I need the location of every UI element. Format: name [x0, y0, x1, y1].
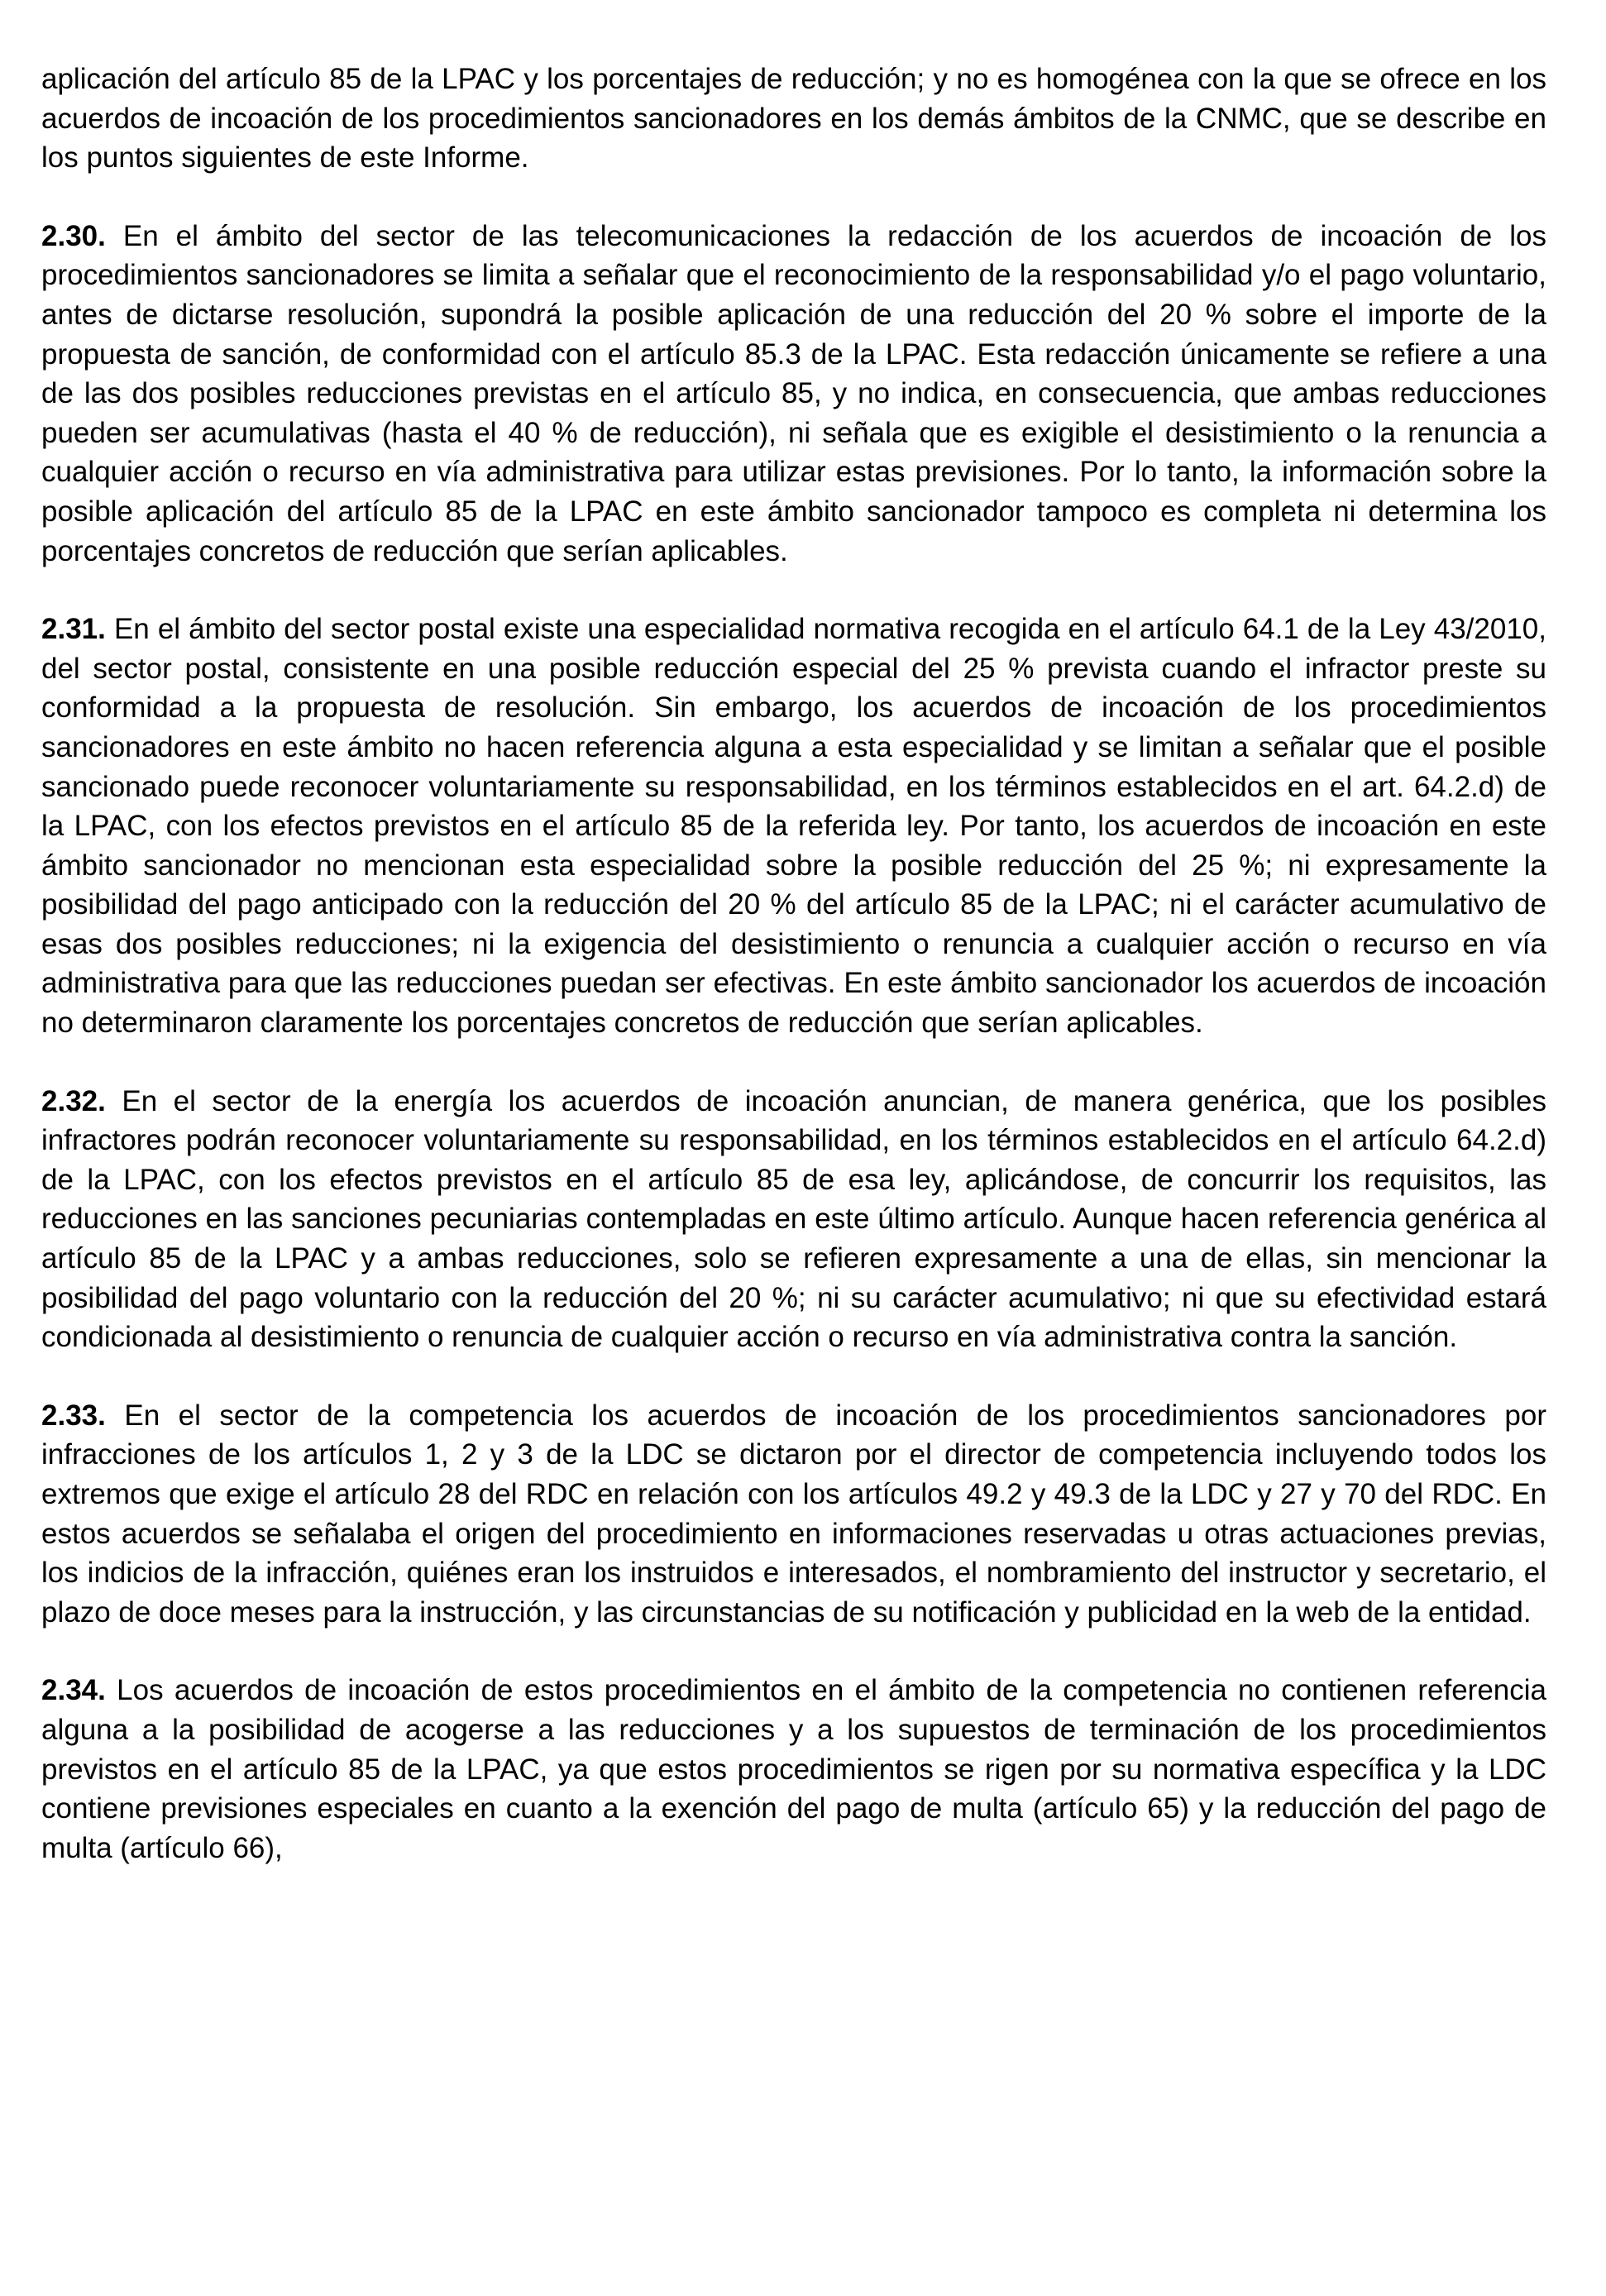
paragraph-number: 2.33.: [41, 1399, 106, 1432]
paragraph-text: En el sector de la energía los acuerdos de incoación anuncian, de manera genérica, que los posibles infractores podrán reconocer voluntariamente su responsabilidad, en los términos establecidos en el artículo 64.2.d) de la LPAC, con los efectos previstos en el artículo 85 de esa ley, aplicándose, de concurrir los requisitos, las reducciones en las sanciones pecuniarias contempladas en este último artículo. Aunque hacen referencia genérica al artículo 85 de la LPAC y a ambas reducciones, solo se refieren expresamente a una de ellas, sin mencionar la posibilidad del pago voluntario con la reducción del 20 %; ni su carácter acumulativo; ni que su efectividad estará condicionada al desistimiento o renuncia de cualquier acción o recurso en vía administrativa contra la sanción.: [41, 1084, 1546, 1354]
paragraph-2-30: [41, 217, 1546, 571]
paragraph-text: Los acuerdos de incoación de estos procedimientos en el ámbito de la competencia no contienen referencia alguna a la posibilidad de acogerse a las reducciones y a los supuestos de terminación de los procedimientos previstos en el artículo 85 de la LPAC, ya que estos procedimientos se rigen por su normativa específica y la LDC contiene previsiones especiales en cuanto a la exención del pago de multa (artículo 65) y la reducción del pago de multa (artículo 66),: [41, 1674, 1546, 1864]
paragraph-2-32: [41, 1082, 1546, 1357]
paragraph-text: En el ámbito del sector de las telecomunicaciones la redacción de los acuerdos de incoación de los procedimientos sancionadores se limita a señalar que el reconocimiento de la responsabilidad y/o el pago voluntario, antes de dictarse resolución, supondrá la posible aplicación de una reducción del 20 % sobre el importe de la propuesta de sanción, de conformidad con el artículo 85.3 de la LPAC. Esta redacción únicamente se refiere a una de las dos posibles reducciones previstas en el artículo 85, y no indica, en consecuencia, que ambas reducciones pueden ser acumulativas (hasta el 40 % de reducción), ni señala que es exigible el desistimiento o la renuncia a cualquier acción o recurso en vía administrativa para utilizar estas previsiones. Por lo tanto, la información sobre la posible aplicación del artículo 85 de la LPAC en este ámbito sancionador tampoco es completa ni determina los porcentajes concretos de reducción que serían aplicables.: [41, 219, 1547, 567]
paragraph-2-31: [41, 610, 1546, 1043]
paragraph-number: 2.34.: [41, 1674, 106, 1707]
paragraph-number: 2.32.: [41, 1084, 106, 1117]
paragraph-2-33: [41, 1396, 1546, 1633]
paragraph-text: En el ámbito del sector postal existe una especialidad normativa recogida en el artículo 64.1 de la Ley 43/2010, del sector postal, consistente en una posible reducción especial del 25 % prevista cuando el infractor preste su conformidad a la propuesta de resolución. Sin embargo, los acuerdos de incoación de los procedimientos sancionadores en este ámbito no hacen referencia alguna a esta especialidad y se limitan a señalar que el posible sancionado puede reconocer voluntariamente su responsabilidad, en los términos establecidos en el art. 64.2.d) de la LPAC, con los efectos previstos en el artículo 85 de la referida ley. Por tanto, los acuerdos de incoación en este ámbito sancionador no mencionan esta especialidad sobre la posible reducción del 25 %; ni expresamente la posibilidad del pago anticipado con la reducción del 20 % del artículo 85 de la LPAC; ni el carácter acumulativo de esas dos posibles reducciones; ni la exigencia del desistimiento o renuncia a cualquier acción o recurso en vía administrativa para que las reducciones puedan ser efectivas. En este ámbito sancionador los acuerdos de incoación no determinaron claramente los porcentajes concretos de reducción que serían aplicables.: [41, 613, 1546, 1040]
document-page: [41, 60, 1546, 1906]
paragraph-text: aplicación del artículo 85 de la LPAC y los porcentajes de reducción; y no es homogénea con la que se ofrece en los acuerdos de incoación de los procedimientos sancionadores en los demás ámbitos de la CNMC, que se describe en los puntos siguientes de este Informe.: [41, 63, 1546, 175]
paragraph-2-34: [41, 1671, 1546, 1868]
paragraph-number: 2.31.: [41, 613, 106, 646]
paragraph-continuation: [41, 60, 1546, 178]
paragraph-number: 2.30.: [41, 219, 106, 252]
paragraph-text: En el sector de la competencia los acuerdos de incoación de los procedimientos sancionadores por infracciones de los artículos 1, 2 y 3 de la LDC se dictaron por el director de competencia incluyendo todos los extremos que exige el artículo 28 del RDC en relación con los artículos 49.2 y 49.3 de la LDC y 27 y 70 del RDC. En estos acuerdos se señalaba el origen del procedimiento en informaciones reservadas u otras actuaciones previas, los indicios de la infracción, quiénes eran los instruidos e interesados, el nombramiento del instructor y secretario, el plazo de doce meses para la instrucción, y las circunstancias de su notificación y publicidad en la web de la entidad.: [41, 1399, 1546, 1629]
